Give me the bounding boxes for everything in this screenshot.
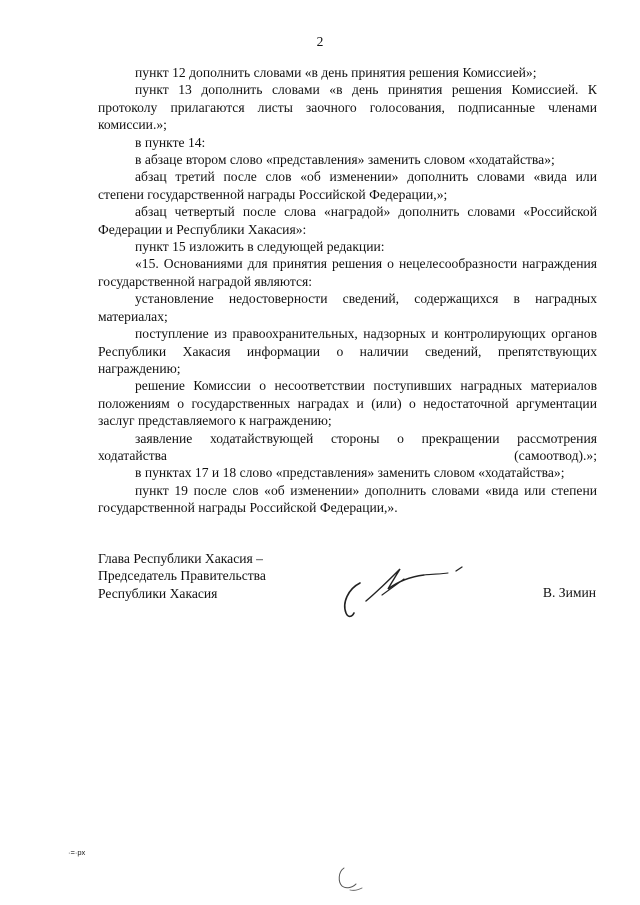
signatory-position-line: Глава Республики Хакасия – — [98, 551, 263, 566]
paragraph: пункт 15 изложить в следующей редакции: — [135, 239, 385, 255]
paragraph: абзац четвертый после слова «наградой» дополнить словами «Российской Федерации и Республики Хакасия»: — [98, 204, 597, 237]
paragraph: пункт 12 дополнить словами «в день принятия решения Комиссией»; — [135, 65, 537, 80]
paragraph: заявление ходатайствующей стороны о прекращении рассмотрения ходатайства (самоотвод).»; — [98, 430, 597, 463]
footer-code: ·=·рх — [68, 848, 86, 857]
paragraph: в абзаце втором слово «представления» заменить словом «ходатайства»; — [135, 152, 555, 168]
document-body — [98, 64, 597, 517]
paragraph: поступление из правоохранительных, надзорных и контролирующих органов Республики Хакасия информации о наличии сведений, препятствующих награждению; — [98, 326, 597, 376]
paragraph: решение Комиссии о несоответствии поступивших наградных материалов положениям о государственных наградах и (или) о недостаточной аргументации заслуг представляемого к награждению; — [98, 378, 597, 429]
handwritten-signature — [338, 555, 478, 625]
page-number: 2 — [316, 34, 324, 49]
paragraph: в пункте 14: — [135, 134, 206, 150]
paragraph: абзац третий после слов «об изменении» дополнить словами «вида или степени государственной награды Российской Федерации,»; — [98, 169, 597, 202]
paragraph: установление недостоверности сведений, содержащихся в наградных материалах; — [98, 291, 597, 324]
paragraph: «15. Основаниями для принятия решения о нецелесообразности награждения государственной наградой являются: — [98, 256, 597, 289]
paragraph: пункт 13 дополнить словами «в день принятия решения Комиссией. К протоколу прилагаются листы заочного голосования, подписанные членами комиссии.»; — [98, 82, 597, 133]
signatory-position — [98, 550, 266, 602]
signatory-name: В. Зимин — [542, 585, 596, 600]
signatory-position-line: Республики Хакасия — [98, 585, 218, 601]
signatory-position-line: Председатель Правительства — [98, 568, 266, 584]
paragraph: в пунктах 17 и 18 слово «представления» заменить словом «ходатайства»; — [135, 465, 565, 481]
scribble-mark — [330, 862, 370, 898]
paragraph: пункт 19 после слов «об изменении» дополнить словами «вида или степени государственной награды Российской Федерации,». — [98, 482, 597, 516]
